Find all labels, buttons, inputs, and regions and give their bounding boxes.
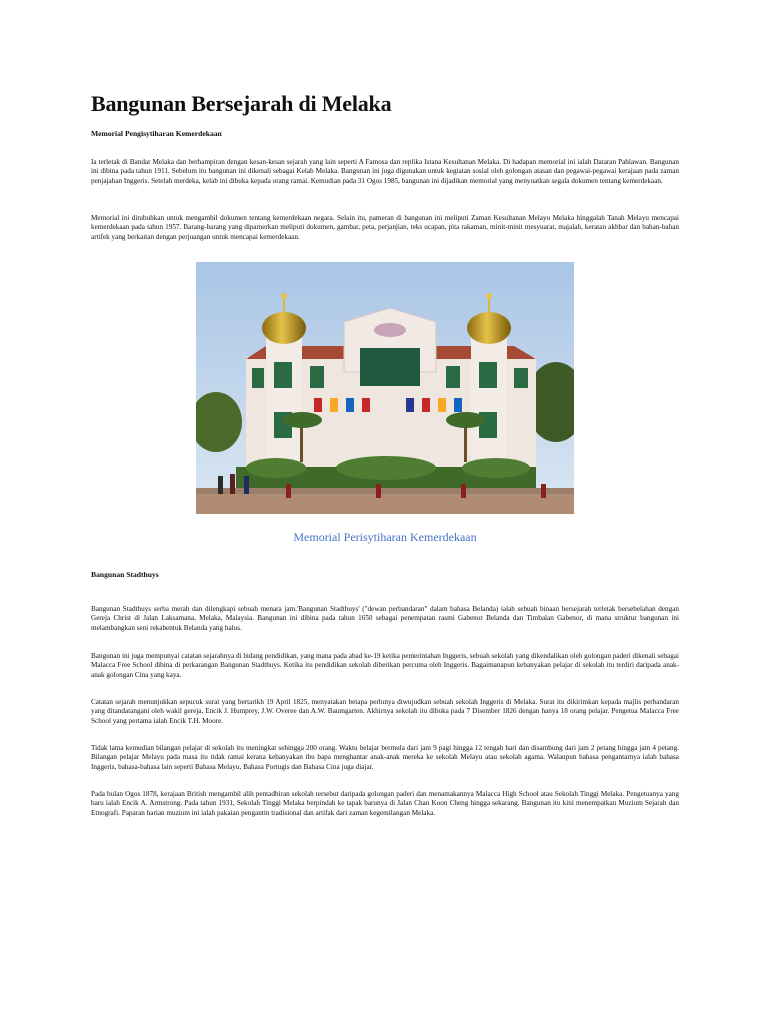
paragraph: Memorial ini ditubuhkan untuk mengambil dokumen tentang kemerdekaan negara. Selain itu, pameran di bangunan ini meliputi Zaman Kesultanan Melayu Melaka hinggalah Tanah Melayu mencapai kemerdekaan pada tahun 1957. Barang-barang yang dipamerkan meliputi dokumen, gambar, peta, perjanjian, teks ucapan, pita rakaman, minit-minit mesyuarat, majalah, keratan akhbar dan bahan-bahan artifek yang berkaitan dengan perjuangan untuk mencapai kemerdekaan. (91, 214, 679, 241)
paragraph: Bangunan Stadthuys serba merah dan dilengkapi sebuah menara jam.'Bangunan Stadthuys' ("dewan perbandaran" dalam bahasa Belanda) ialah sebuah binaan bersejarah terletak bersebelahan dengan Gereja Christ di Jalan Laksamana, Melaka, Malaysia. Bangunan ini dibina pada tahun 1650 sebagai penempatan rasmi Gabenor Belanda dan Timbalan Gabenor, di mana struktur bangunan ini melambangkan seni rekabentuk Belanda yang halus. (91, 605, 679, 632)
paragraph: Pada bulan Ogos 1878, kerajaan British mengambil alih pentadbiran sekolah tersebut daripada golongan paderi dan menamakannya Malacca High School atau Sekolah Tinggi Melaka. Pengetuanya yang baru ialah Encik A. Armstrong. Pada tahun 1931, Sekolah Tinggi Melaka berpindah ke tapak barunya di Jalan Chan Koon Cheng hingga sekarang. Bangunan itu kini menempatkan Muzium Sejarah dan Etnografi. Paparan harian muzium ini ialah pakaian pengantin tradisional dan artifak dari zaman kegemilangan Melaka. (91, 790, 679, 817)
figure-caption: Memorial Perisytiharan Kemerdekaan (293, 530, 477, 544)
section-heading-stadthuys: Bangunan Stadthuys (91, 570, 159, 579)
memorial-building-photo (196, 262, 574, 514)
page-title: Bangunan Bersejarah di Melaka (91, 91, 392, 116)
paragraph: Tidak lama kemudian bilangan pelajar di sekolah itu meningkat sehingga 200 orang. Waktu belajar bermula dari jam 9 pagi hingga 12 tengah hari dan disambung dari jam 2 petang hingga jam 4 petang. Bilangan pelajar Melayu pada masa itu tidak ramai kerana kebanyakan ibu bapa menghantar anak-anak mereka ke sekolah Melayu atau sekolah agama. Walaupun bahasa pengantarnya ialah bahasa Inggeris, bahasa-bahasa lain seperti Bahasa Melayu, Bahasa Portugis dan Bahasa Cina juga diajar. (91, 744, 679, 771)
document-content (91, 90, 679, 817)
paragraph: Ia terletak di Bandar Melaka dan berhampiran dengan kesan-kesan sejarah yang lain seperti A Famosa dan replika Istana Kesultanan Melaka. Di hadapan memorial ini ialah Dataran Pahlawan. Bangunan ini dibina pada tahun 1911. Sebelum itu bangunan ini dikenali sebagai Kelab Melaka. Bangunan ini juga digunakan untuk kegiatan sosial oleh golongan atasan dan pegawai-pegawai kerajaan pada zaman penjajahan Inggeris. Setelah merdeka, kelab ini dibuka kepada orang ramai. Kemudian pada 31 Ogos 1985, bangunan ini dijadikan memorial yang menyuatkan segala dokumen tentang kemerdekaan. (91, 158, 679, 185)
paragraph: Catatan sejarah menunjukkan sepucuk surat yang bertarikh 19 April 1825, menyatakan betapa perlunya diwujudkan sebuah sekolah Inggeris di Melaka. Surat itu dikirimkan kepada majlis perbandaran yang ditandatangani oleh wakil gereja, Encik J. Humprey, J.W. Overee dan A.W. Baumgarten. Akhirnya sekolah itu dibuka pada 7 Disember 1826 dengan hanya 18 orang pelajar. Pengetua Malacca Free School yang pertama ialah Encik T.H. Moore. (91, 698, 679, 725)
paragraph: Bangunan ini juga mempunyai catatan sejarahnya di bidang pendidikan, yang mana pada abad ke-19 ketika pemerintahan Inggeris, sebuah sekolah yang dikendalikan oleh golongan paderi dikenali sebagai Malacca Free School dibina di perkarangan Bangunan Stadthuys. Ketika itu pendidikan sekolah diberikan percuma oleh Inggeris. Bagaimanapun kebanyakan pelajar di sekolah itu terdiri daripada anak-anak golongan Cina yang kaya. (91, 652, 679, 679)
section-heading-memorial: Memorial Pengisytiharan Kemerdekaan (91, 129, 222, 138)
